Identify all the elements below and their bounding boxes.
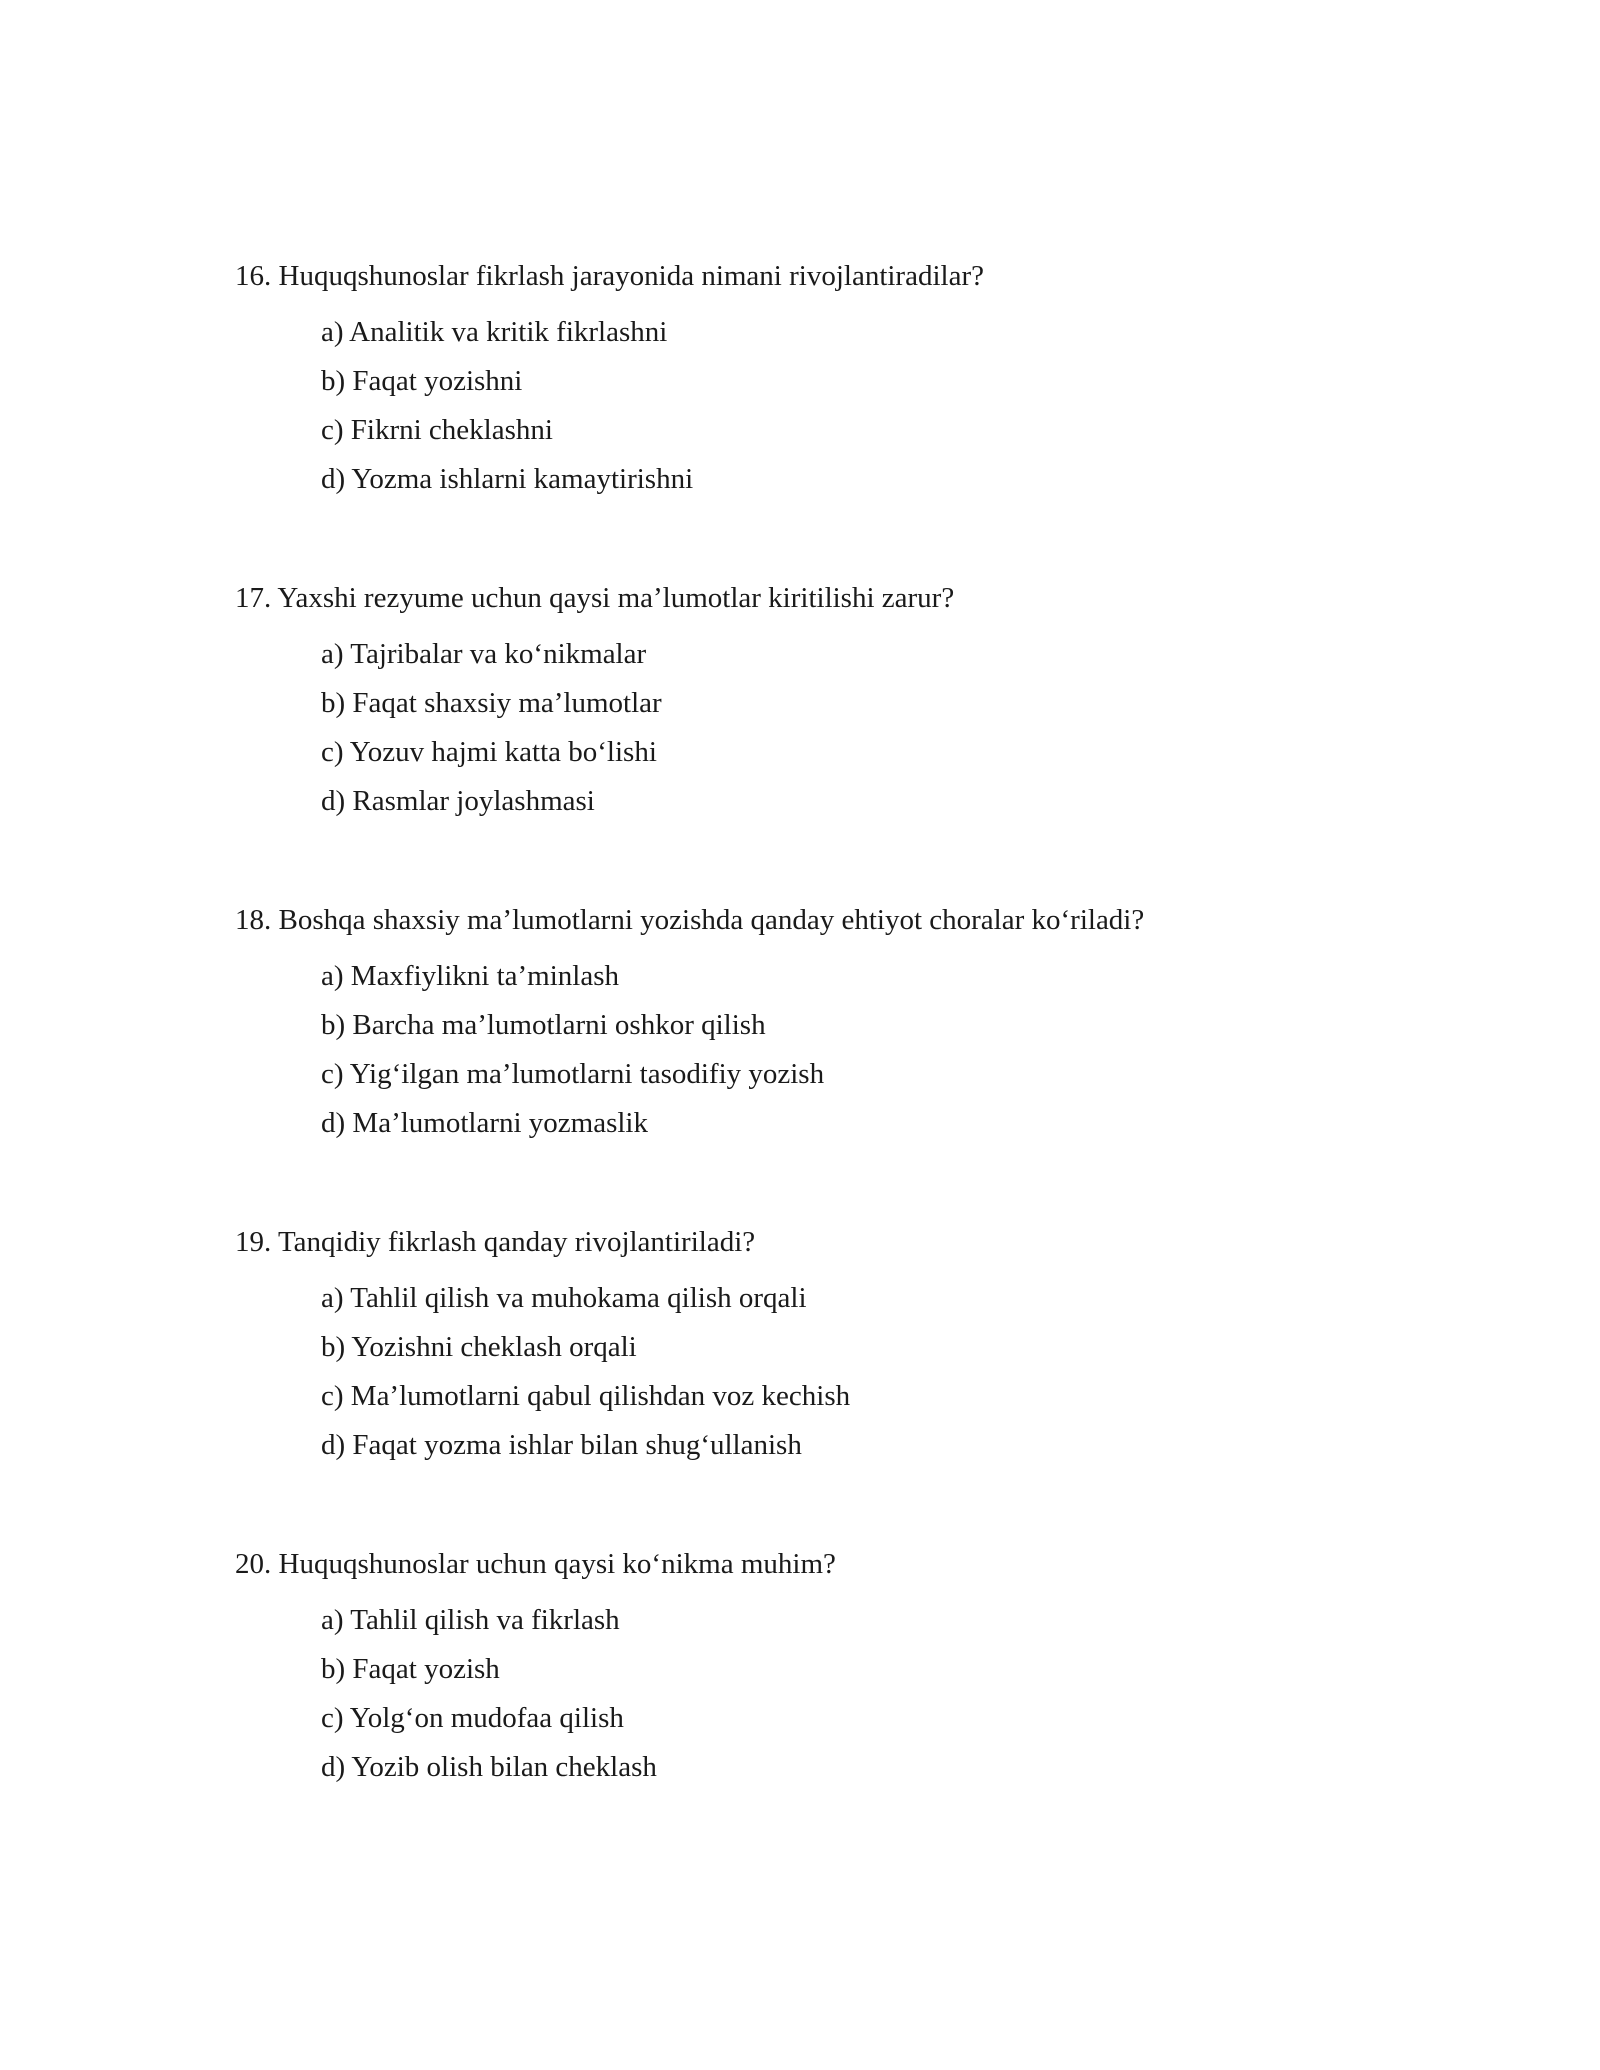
option-a: a) Tahlil qilish va muhokama qilish orqali (321, 1282, 807, 1314)
question-title: 19. Tanqidiy fikrlash qanday rivojlantiriladi? (235, 1226, 756, 1258)
answer-options (321, 314, 1395, 510)
option-c: c) Yolg‘on mudofaa qilish (321, 1702, 624, 1734)
answer-options (321, 1602, 1395, 1798)
option-d: d) Ma’lumotlarni yozmaslik (321, 1107, 648, 1139)
question-title: 20. Huquqshunoslar uchun qaysi ko‘nikma muhim? (235, 1548, 836, 1580)
option-d: d) Rasmlar joylashmasi (321, 785, 595, 817)
option-c: c) Fikrni cheklashni (321, 414, 553, 446)
question-19 (235, 1224, 1395, 1476)
question-title: 17. Yaxshi rezyume uchun qaysi ma’lumotlar kiritilishi zarur? (235, 582, 955, 614)
option-b: b) Faqat yozish (321, 1653, 500, 1685)
option-d: d) Yozma ishlarni kamaytirishni (321, 463, 694, 495)
option-d: d) Yozib olish bilan cheklash (321, 1751, 657, 1783)
option-b: b) Faqat yozishni (321, 365, 523, 397)
option-d: d) Faqat yozma ishlar bilan shug‘ullanish (321, 1429, 802, 1461)
option-a: a) Maxfiylikni ta’minlash (321, 960, 619, 992)
option-b: b) Yozishni cheklash orqali (321, 1331, 637, 1363)
option-b: b) Faqat shaxsiy ma’lumotlar (321, 687, 662, 719)
option-b: b) Barcha ma’lumotlarni oshkor qilish (321, 1009, 766, 1041)
answer-options (321, 1280, 1395, 1476)
option-c: c) Ma’lumotlarni qabul qilishdan voz kechish (321, 1380, 851, 1412)
question-17 (235, 580, 1395, 832)
option-a: a) Tahlil qilish va fikrlash (321, 1604, 620, 1636)
option-c: c) Yozuv hajmi katta bo‘lishi (321, 736, 657, 768)
answer-options (321, 958, 1395, 1154)
question-18 (235, 902, 1395, 1154)
question-title: 18. Boshqa shaxsiy ma’lumotlarni yozishda qanday ehtiyot choralar ko‘riladi? (235, 904, 1145, 936)
option-a: a) Tajribalar va ko‘nikmalar (321, 638, 647, 670)
option-a: a) Analitik va kritik fikrlashni (321, 316, 668, 348)
question-20 (235, 1546, 1395, 1798)
option-c: c) Yig‘ilgan ma’lumotlarni tasodifiy yozish (321, 1058, 825, 1090)
question-16 (235, 258, 1395, 510)
answer-options (321, 636, 1395, 832)
question-title: 16. Huquqshunoslar fikrlash jarayonida nimani rivojlantiradilar? (235, 260, 984, 292)
